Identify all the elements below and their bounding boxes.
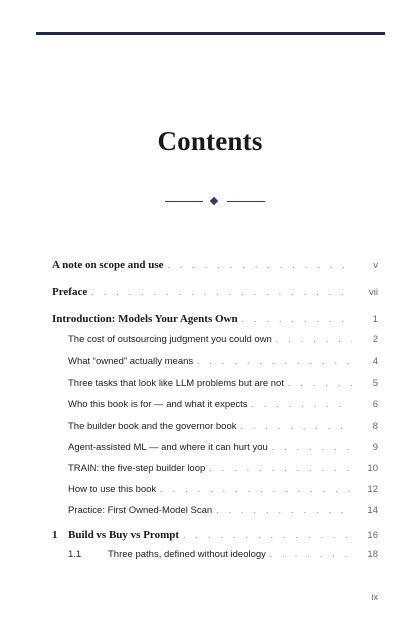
toc-leader-dots — [216, 505, 352, 515]
page-title: Contents — [157, 126, 263, 156]
toc-entry-label: Practice: First Owned-Model Scan — [68, 505, 213, 516]
toc-leader-dots — [288, 378, 352, 388]
toc-entry-label: Who this book is for — and what it expects — [68, 399, 248, 410]
toc-entry-label: The builder book and the governor book — [68, 421, 237, 432]
toc-entry-label: Build vs Buy vs Prompt — [68, 529, 180, 541]
toc-entry-sub[interactable] — [68, 421, 378, 439]
toc-entry-page: 9 — [372, 442, 378, 453]
toc-entry-page: 10 — [367, 463, 378, 474]
toc-entry-label: Three tasks that look like LLM problems but are not — [68, 378, 284, 389]
header-rule — [36, 32, 385, 35]
toc-entry-page: 12 — [367, 484, 378, 495]
toc-entry-practice[interactable] — [68, 505, 378, 523]
toc-entry-section-1-1[interactable] — [68, 549, 378, 567]
toc-entry-label: A note on scope and use — [52, 259, 164, 271]
toc-entry-page: 16 — [367, 530, 378, 541]
toc-chapter-number: 1 — [52, 529, 58, 541]
toc-entry-page: 6 — [372, 399, 378, 410]
toc-leader-dots — [242, 314, 352, 324]
toc-entry-scope[interactable] — [52, 259, 378, 277]
diamond-icon — [210, 197, 218, 205]
toc-entry-label: How to use this book — [68, 484, 157, 495]
toc-leader-dots — [276, 334, 352, 344]
toc-entry-preface[interactable] — [52, 286, 378, 304]
toc-entry-page: vii — [369, 287, 378, 298]
toc-entry-page: v — [373, 260, 378, 271]
toc-entry-label: Three paths, defined without ideology — [108, 549, 266, 560]
toc-entry-page: 1 — [372, 314, 378, 325]
toc-entry-page: 8 — [372, 421, 378, 432]
toc-leader-dots — [240, 421, 352, 431]
ornament-line-right — [227, 201, 265, 202]
toc-entry-label: TRAIN: the five-step builder loop — [68, 463, 206, 474]
toc-leader-dots — [209, 463, 352, 473]
toc-leader-dots — [197, 356, 352, 366]
toc-entry-sub[interactable] — [68, 334, 378, 352]
toc-leader-dots — [183, 530, 352, 540]
toc-leader-dots — [168, 260, 352, 270]
toc-leader-dots — [91, 287, 352, 297]
title-ornament — [165, 196, 265, 208]
toc-entry-introduction[interactable] — [52, 313, 378, 331]
toc-leader-dots — [270, 549, 352, 559]
toc-entry-label: Preface — [52, 286, 88, 298]
toc-entry-sub[interactable] — [68, 399, 378, 417]
toc-entry-sub[interactable] — [68, 442, 378, 460]
toc-entry-page: 5 — [372, 378, 378, 389]
ornament-line-left — [165, 201, 203, 202]
toc-entry-sub[interactable] — [68, 463, 378, 481]
toc-entry-sub[interactable] — [68, 378, 378, 396]
toc-entry-label: What “owned” actually means — [68, 356, 194, 367]
toc-entry-page: 2 — [372, 334, 378, 345]
toc-entry-label: Agent-assisted ML — and where it can hurt you — [68, 442, 268, 453]
toc-entry-sub[interactable] — [68, 484, 378, 502]
toc-entry-sub[interactable] — [68, 356, 378, 374]
toc-leader-dots — [252, 399, 352, 409]
toc-entry-chapter-1[interactable] — [52, 529, 378, 547]
toc-entry-page: 14 — [367, 505, 378, 516]
toc-entry-label: Introduction: Models Your Agents Own — [52, 313, 238, 325]
toc-entry-page: 4 — [372, 356, 378, 367]
page-number: ix — [371, 592, 378, 602]
toc-leader-dots — [160, 484, 352, 494]
toc-leader-dots — [272, 442, 352, 452]
toc-entry-page: 18 — [367, 549, 378, 560]
toc-section-number: 1.1 — [68, 549, 82, 560]
toc-entry-label: The cost of outsourcing judgment you could own — [68, 334, 272, 345]
